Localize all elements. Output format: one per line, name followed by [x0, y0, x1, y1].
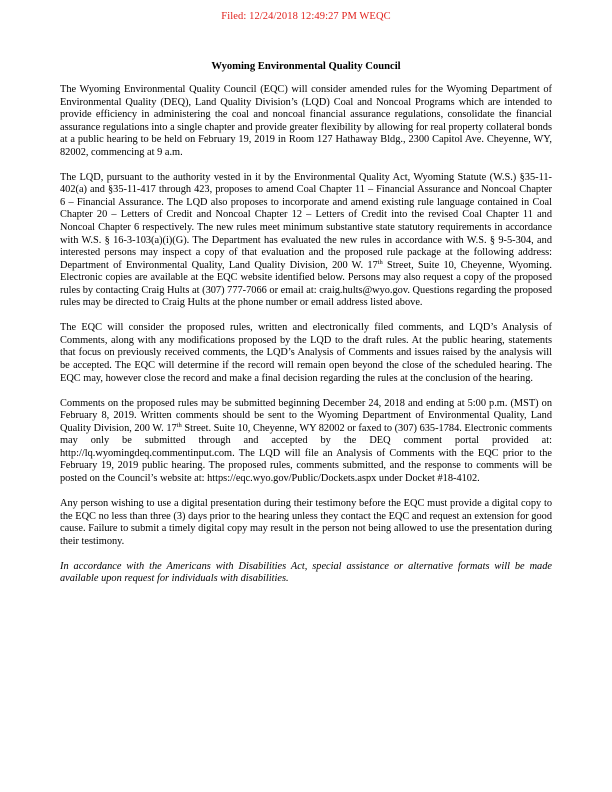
paragraph-text: Comments on the proposed rules may be submitted beginning December 24, 2018 and ending at 5:00 p.m. (MST) on February 8, 2019. Written comments should be sent to the Wyoming Department of Environmental Quality, Land Quality Division, 200 W. 17	[60, 397, 552, 434]
paragraph-ada-notice: In accordance with the Americans with Disabilities Act, special assistance or alternative formats will be made available upon request for individuals with disabilities.	[60, 560, 552, 585]
paragraph-text: The LQD, pursuant to the authority vested in it by the Environmental Quality Act, Wyoming Statute (W.S.) §35-11-402(a) and §35-11-417 through 423, proposes to amend Coal Chapter 11 – Financial Assurance and Noncoal Chapter 6 – Financial Assurance. The LQD also proposes to incorporate and amend existing rule language contained in Coal Chapter 20 – Letters of Credit and Noncoal Chapter 12 – Letters of Credit into the revised Coal Chapter 11 and Noncoal Chapter 6 respectively. The new rules meet minimum substantive state statutory requirements in accordance with W.S. § 16-3-103(a)(i)(G). The Department has evaluated the new rules in accordance with W.S. § 9-5-304, and interested persons may inspect a copy of that evaluation and the proposed rule package at the following address: Department of Environmental Quality, Land Quality Division, 200 W. 17	[60, 171, 552, 271]
paragraph-text: Street. Suite 10, Cheyenne, WY 82002 or faxed to (307) 635-1784. Electronic comments may only be submitted through and accepted by the DEQ comment portal provided at: http://lq.wyomingdeq.commentinput.com. The LQD will file an Analysis of Comments with the EQC prior to the February 19, 2019 public hearing. The proposed rules, comments submitted, and the response to comments will be posted on the Council’s website at: https://eqc.wyo.gov/Public/Dockets.aspx under Docket #18-4102.	[60, 422, 553, 484]
paragraph-hearing-process: The EQC will consider the proposed rules, written and electronically filed comments, and LQD’s Analysis of Comments, along with any modifications proposed by the LQD to the draft rules. At the public hearing, statements that focus on previously received comments, the LQD’s Analysis of Comments and issues raised by the analysis will be accepted. The EQC will determine if the record will remain open beyond the close of the scheduled hearing. The EQC may, however close the record and make a final decision regarding the rules at the conclusion of the hearing.	[60, 322, 552, 384]
paragraph-hearing-notice: The Wyoming Environmental Quality Council (EQC) will consider amended rules for the Wyoming Department of Environmental Quality (DEQ), Land Quality Division’s (LQD) Coal and Noncoal Programs which are intended to provide efficiency in administering the coal and noncoal financial assurance regulations, consolidate the financial assurance regulations into a single chapter and provide greater flexibility by allowing for real property collateral bonds at a public hearing to be held on February 19, 2019 in Room 127 Hathaway Bldg., 2300 Capitol Ave. Cheyenne, WY, 82002, commencing at 9 a.m.	[60, 84, 552, 158]
document-body	[60, 84, 552, 598]
paragraph-proposed-amendments	[60, 172, 552, 310]
document-title: Wyoming Environmental Quality Council	[211, 61, 401, 72]
ordinal-suffix: th	[176, 421, 182, 429]
paragraph-comment-submission	[60, 398, 552, 486]
ordinal-suffix: th	[377, 258, 383, 266]
paragraph-digital-presentation: Any person wishing to use a digital presentation during their testimony before the EQC must provide a digital copy to the EQC no less than three (3) days prior to the hearing unless they contact the EQC and request an extension for good cause. Failure to submit a timely digital copy may result in the person not being allowed to use the presentation during their testimony.	[60, 498, 552, 547]
paragraph-text: Street, Suite 10, Cheyenne, Wyoming. Electronic copies are available at the EQC website identified below. Persons may also request a copy of the proposed rules by contacting Craig Hults at (307) 777-7066 or email at: craig.hults@wyo.gov. Questions regarding the proposed rules may be directed to Craig Hults at the phone number or email address listed above.	[60, 259, 552, 309]
filed-stamp: Filed: 12/24/2018 12:49:27 PM WEQC	[221, 11, 391, 22]
